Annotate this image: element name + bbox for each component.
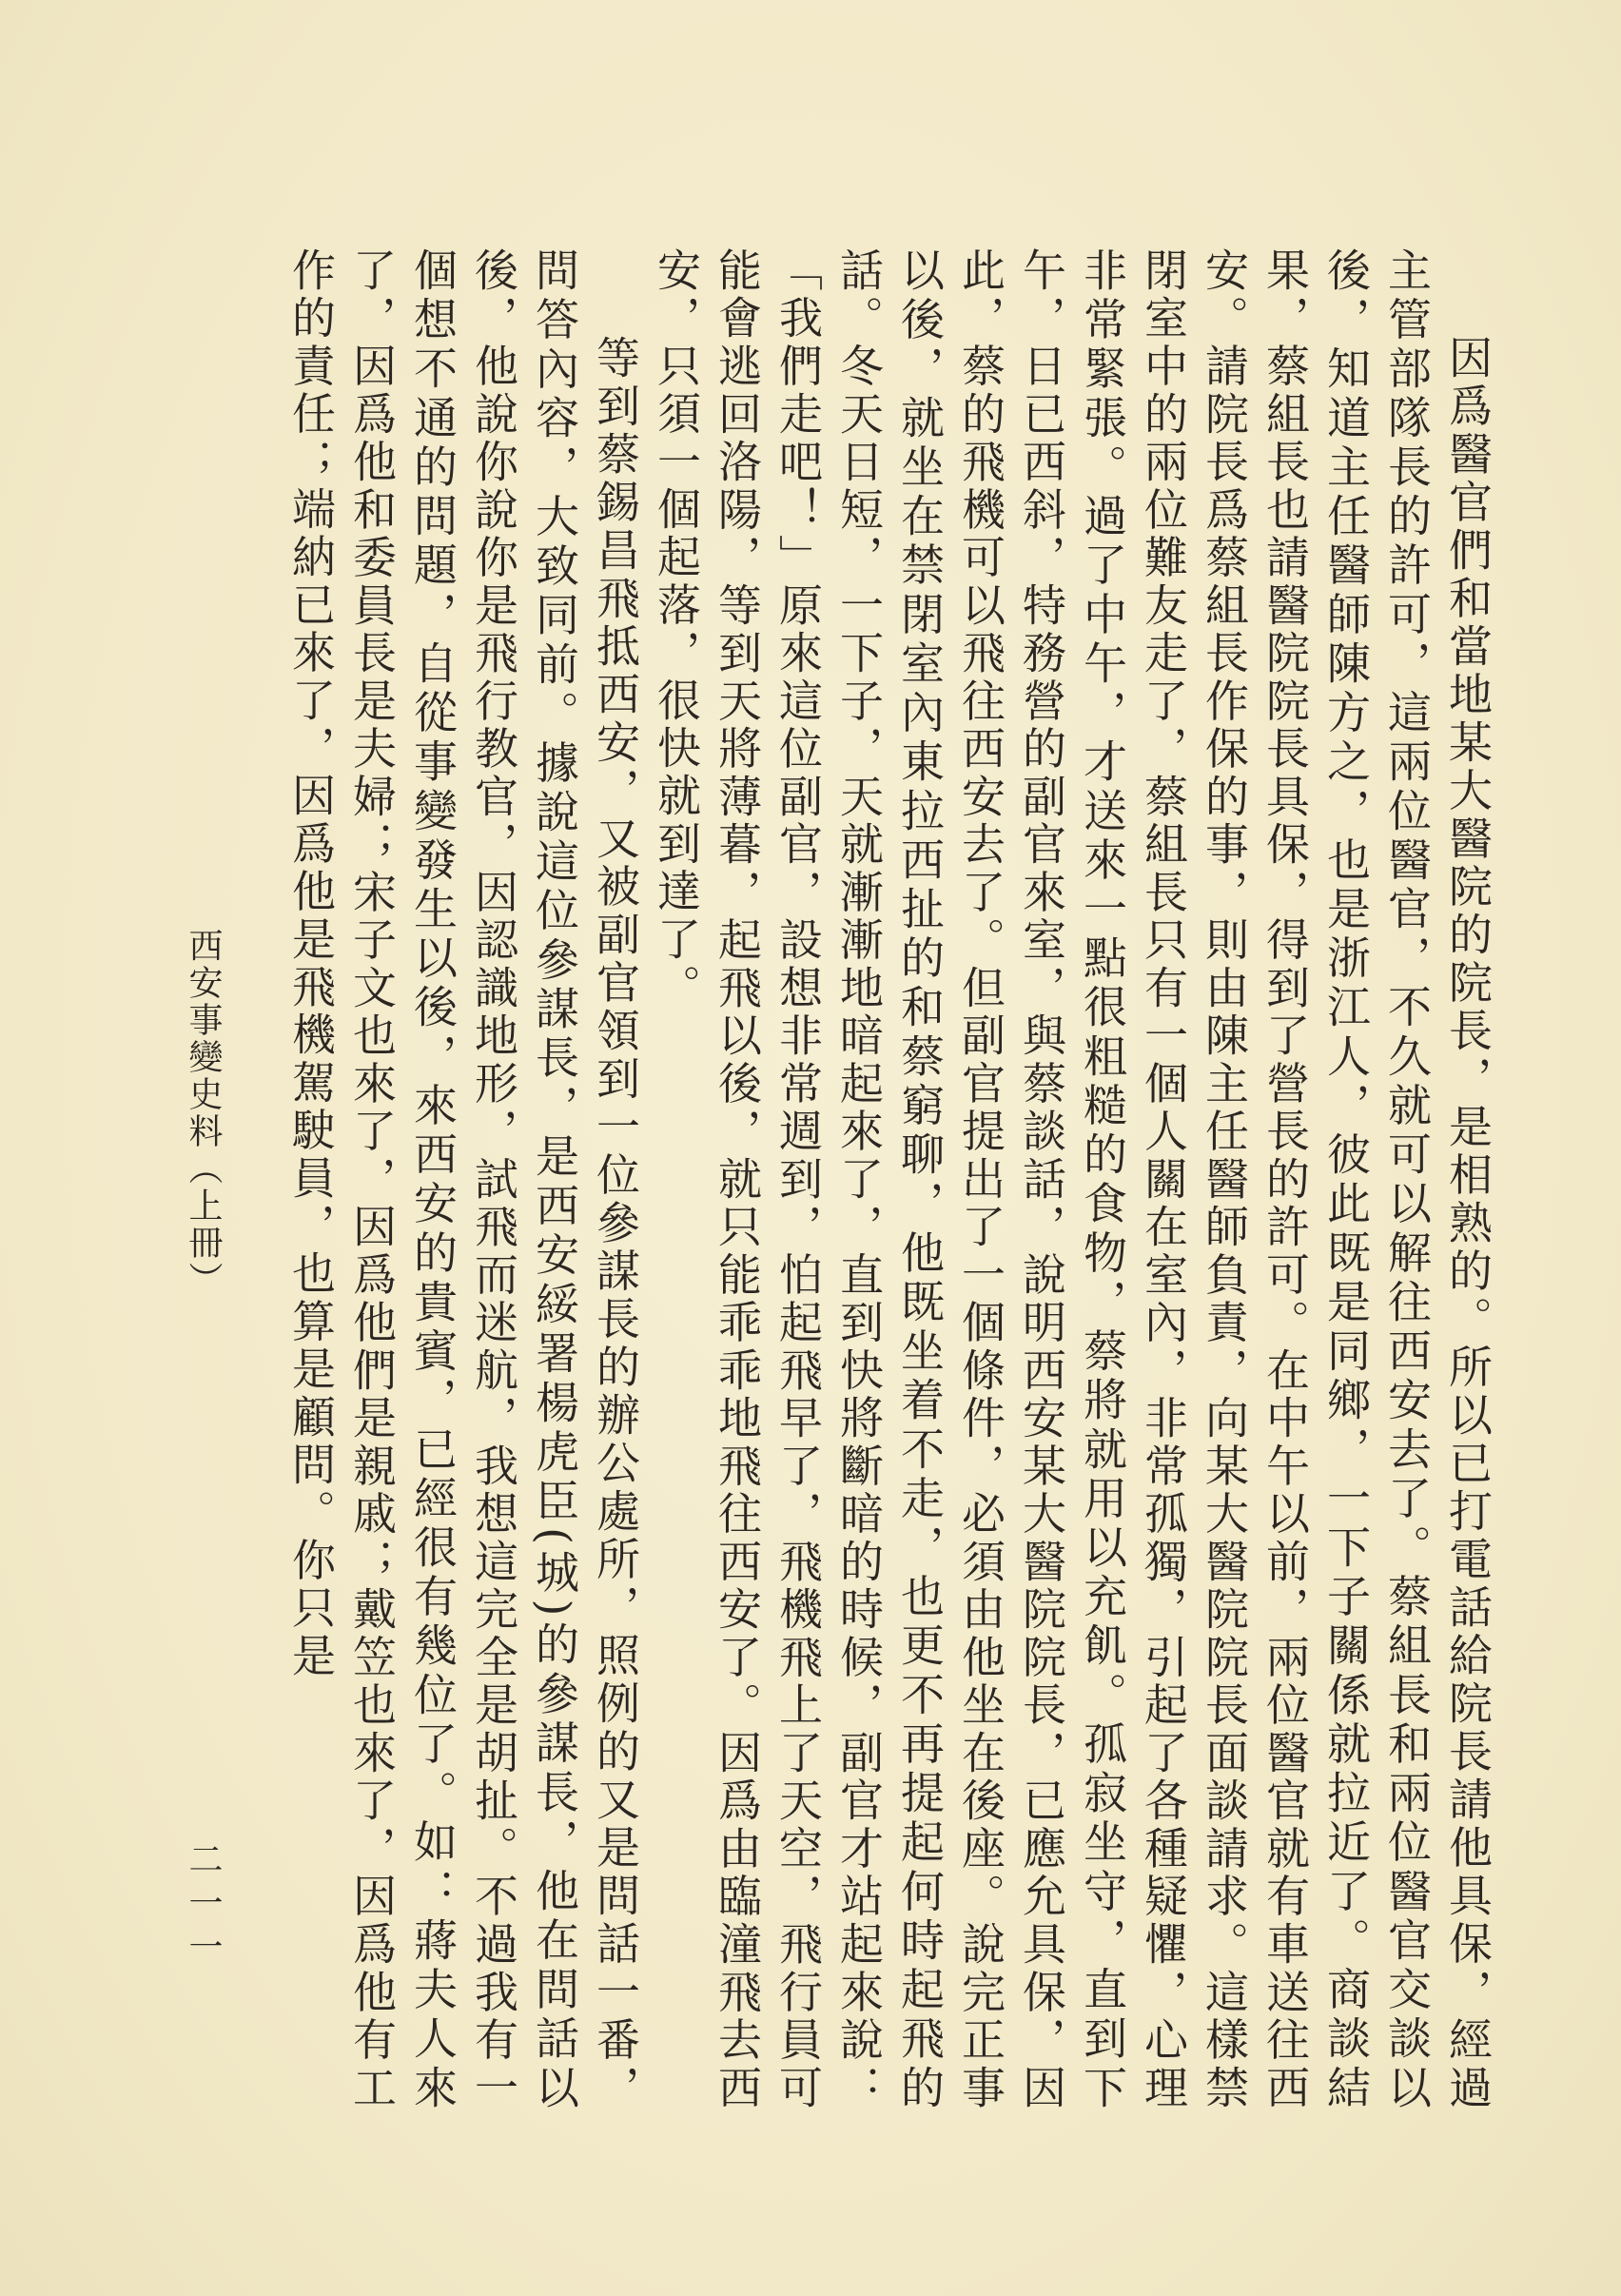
page-number: 二一一 (184, 1841, 223, 1972)
body-text (252, 247, 1498, 2112)
paragraph: 因爲醫官們和當地某大醫院的院長，是相熟的。所以已打電話給院長請他具保，經過主管部隊長的許可，這兩位醫官，不久就可以解往西安去了。蔡組長和兩位醫官交談以後，知道主任醫師陳方之，也是浙江人，彼此既是同鄉，一下子關係就拉近了。商談結果，蔡組長也請醫院院長具保，得到了營長的許可。在中午以前，兩位醫官就有車送往西安。請院長爲蔡組長作保的事，則由陳主任醫師負責，向某大醫院院長面談請求。這樣禁閉室中的兩位難友走了，蔡組長只有一個人關在室內，非常孤獨，引起了各種疑懼，心理非常緊張。過了中午，才送來一點很粗糙的食物，蔡將就用以充飢。孤寂坐守，直到下午，日已西斜，特務營的副官來室，與蔡談話，說明西安某大醫院院長，已應允具保，因此，蔡的飛機可以飛往西安去了。但副官提出了一個條件，必須由他坐在後座。說完正事以後，就坐在禁閉室內東拉西扯的和蔡窮聊，他既坐着不走，也更不再提起何時起飛的話。冬天日短，一下子，天就漸漸地暗起來了，直到快將斷暗的時候，副官才站起來說：「我們走吧！」原來這位副官，設想非常週到，怕起飛早了，飛機飛上了天空，飛行員可能會逃回洛陽，等到天將薄暮，起飛以後，就只能乖乖地飛往西安了。因爲由臨潼飛去西安，只須一個起落，很快就到達了。 (651, 247, 1494, 2112)
running-title: 西安事變史料（上冊） (184, 928, 223, 1299)
paragraph: 等到蔡錫昌飛抵西安，又被副官領到一位參謀長的辦公處所，照例的又是問話一番，問答內容，大致同前。據說這位參謀長，是西安綏署楊虎臣(城)的參謀長，他在問話以後，他說你說你是飛行教官，因認識地形，試飛而迷航，我想這完全是胡扯。不過我有一個想不通的問題，自從事變發生以後，來西安的貴賓，已經很有幾位了。如：蔣夫人來了，因爲他和委員長是夫婦；宋子文也來了，因爲他們是親戚；戴笠也來了，因爲他有工作的責任；端納已來了，因爲他是飛機駕駛員，也算是顧問。你只是 (285, 247, 641, 2112)
